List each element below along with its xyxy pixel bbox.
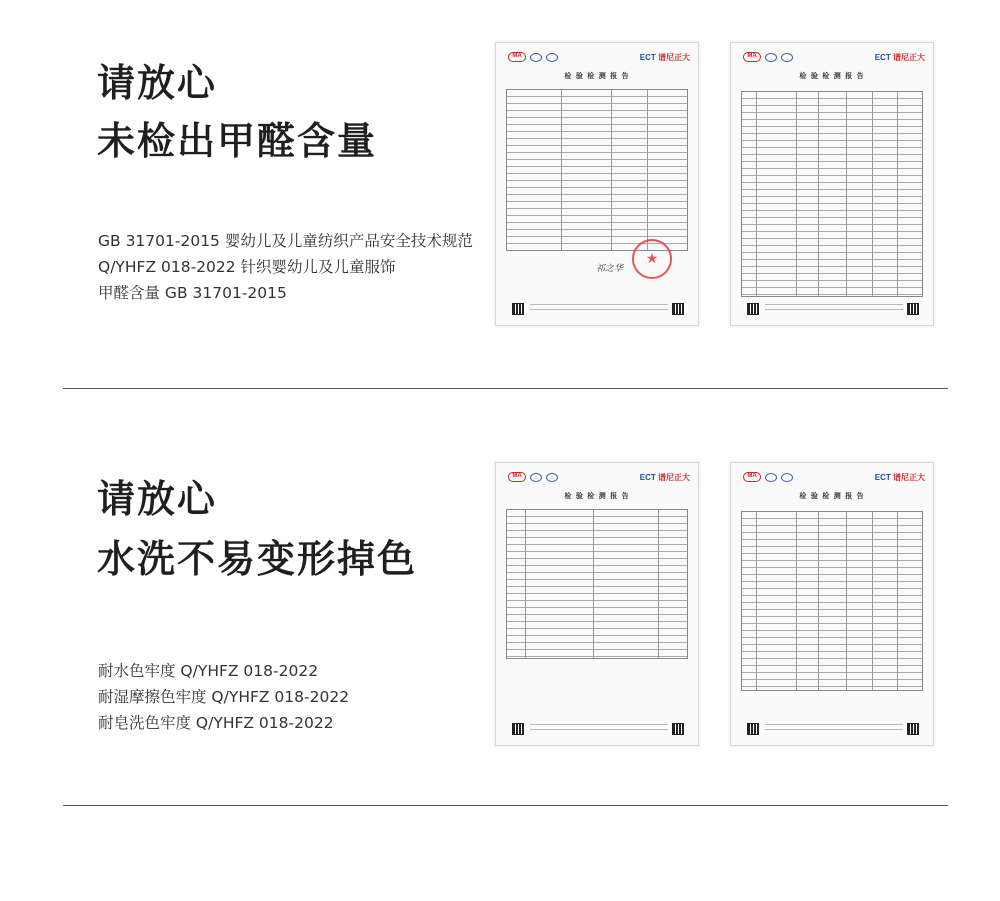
- ect-brand-logo: ECT 谱尼正大: [874, 472, 925, 482]
- section-formaldehyde: [0, 0, 1000, 390]
- report-table: [506, 89, 688, 251]
- section2-description: [98, 658, 349, 736]
- section1-headline-line2: 未检出甲醛含量: [97, 119, 378, 163]
- ect-brand-logo: ECT 谱尼正大: [639, 472, 690, 482]
- section-divider: [63, 805, 948, 806]
- ilac-logo-icon: [546, 473, 558, 482]
- ilac-logo-icon: [546, 53, 558, 62]
- official-seal-icon: [632, 239, 672, 279]
- section-divider: [63, 388, 948, 389]
- report-table: [741, 91, 923, 297]
- report-table: [506, 509, 688, 659]
- qr-code-icon: [512, 723, 524, 735]
- qr-code-icon: [512, 303, 524, 315]
- section1-headline-line1: 请放心: [97, 61, 218, 105]
- report-title: 检 验 检 测 报 告: [564, 72, 630, 80]
- ma-certification-logo: MA: [743, 52, 761, 62]
- ma-certification-logo: MA: [743, 472, 761, 482]
- cnas-logo-icon: [530, 53, 542, 62]
- ilac-logo-icon: [781, 53, 793, 62]
- section-color-fastness: [0, 390, 1000, 810]
- standard-line: Q/YHFZ 018-2022 针织婴幼儿及儿童服饰: [98, 258, 396, 276]
- qr-code-icon: [672, 723, 684, 735]
- section2-headline-line1: 请放心: [97, 477, 218, 521]
- section1-description: [98, 228, 473, 306]
- qr-code-icon: [747, 723, 759, 735]
- ect-brand-logo: ECT 谱尼正大: [874, 52, 925, 62]
- report-table: [741, 511, 923, 691]
- test-report-image-3: [495, 462, 699, 746]
- qr-code-icon: [907, 723, 919, 735]
- cnas-logo-icon: [765, 53, 777, 62]
- standard-line: GB 31701-2015 婴幼儿及儿童纺织产品安全技术规范: [98, 232, 473, 250]
- qr-code-icon: [907, 303, 919, 315]
- standard-line: 耐水色牢度 Q/YHFZ 018-2022: [98, 662, 319, 680]
- test-report-image-1: [495, 42, 699, 326]
- standard-line: 耐湿摩擦色牢度 Q/YHFZ 018-2022: [98, 688, 350, 706]
- ma-certification-logo: MA: [508, 472, 526, 482]
- report-title: 检 验 检 测 报 告: [564, 492, 630, 500]
- signature-image: 祁之华: [596, 264, 624, 274]
- ilac-logo-icon: [781, 473, 793, 482]
- cnas-logo-icon: [530, 473, 542, 482]
- qr-code-icon: [747, 303, 759, 315]
- report-title: 检 验 检 测 报 告: [799, 492, 865, 500]
- standard-line: 甲醛含量 GB 31701-2015: [98, 284, 287, 302]
- qr-code-icon: [672, 303, 684, 315]
- ect-brand-logo: ECT 谱尼正大: [639, 52, 690, 62]
- cnas-logo-icon: [765, 473, 777, 482]
- section2-headline-line2: 水洗不易变形掉色: [97, 537, 418, 581]
- report-title: 检 验 检 测 报 告: [799, 72, 865, 80]
- standard-line: 耐皂洗色牢度 Q/YHFZ 018-2022: [98, 714, 334, 732]
- test-report-image-2: [730, 42, 934, 326]
- ma-certification-logo: MA: [508, 52, 526, 62]
- test-report-image-4: [730, 462, 934, 746]
